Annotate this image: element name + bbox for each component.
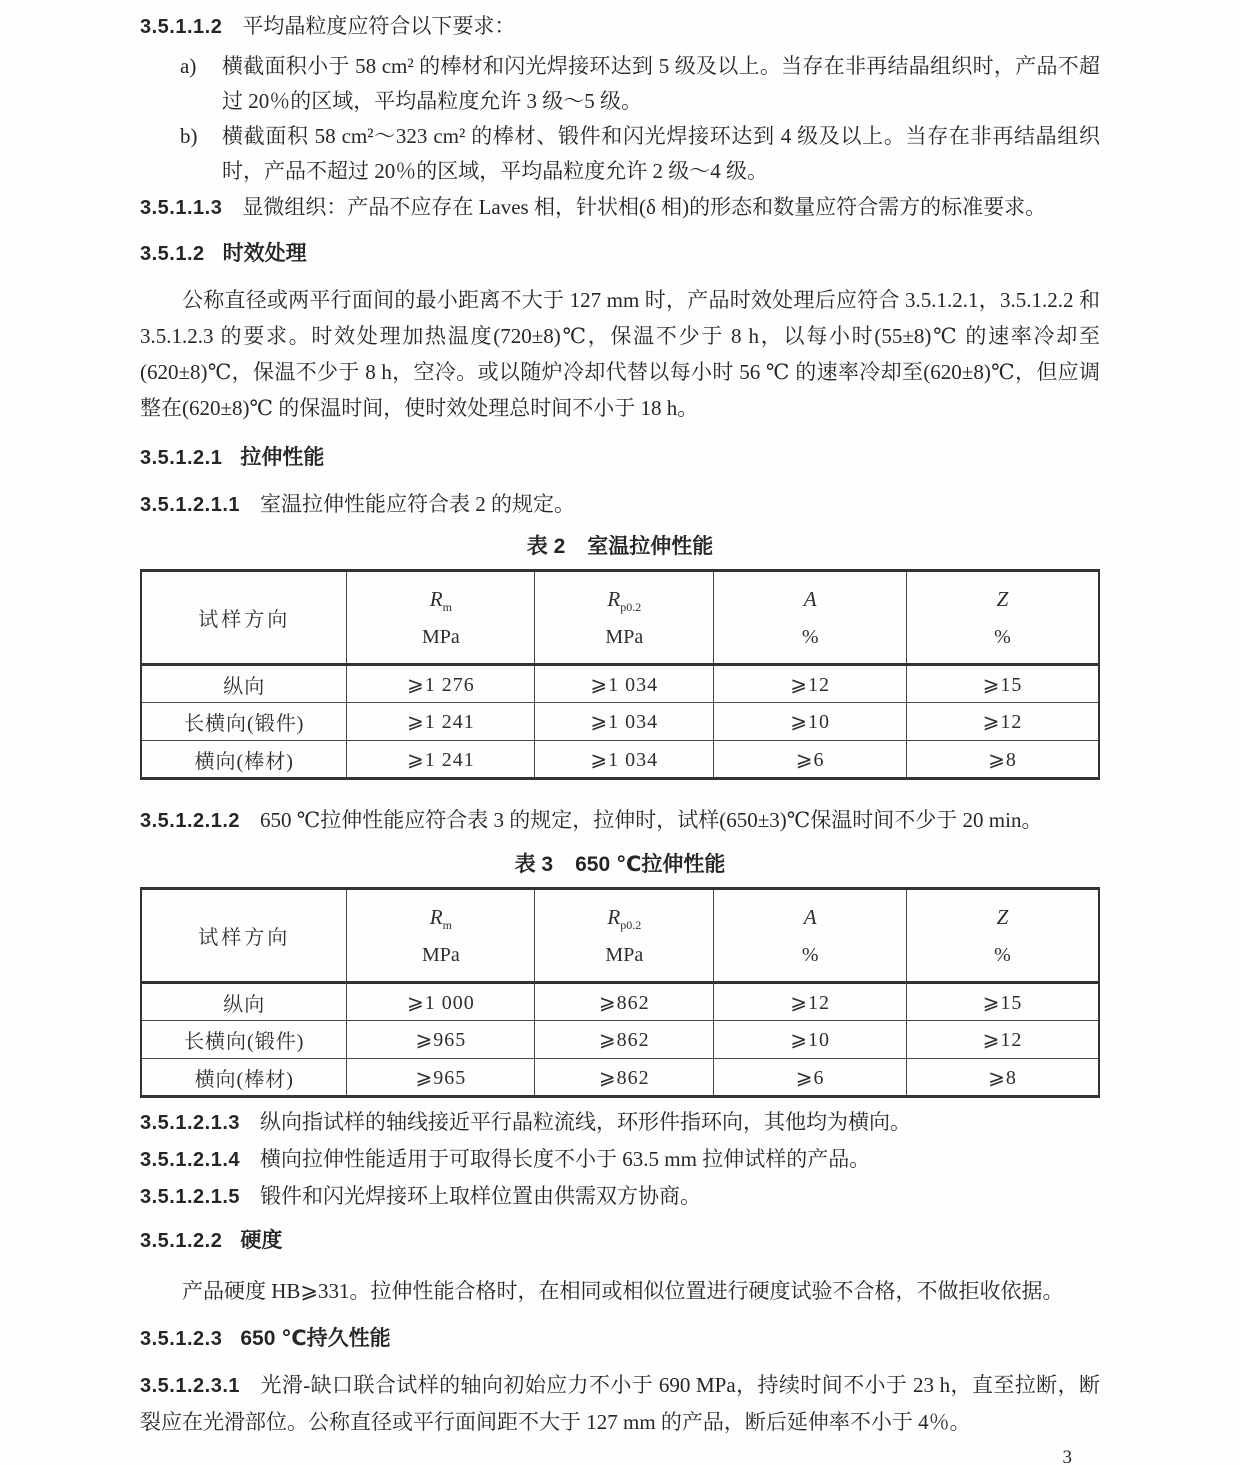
clause-number: 3.5.1.2.1.3 [140, 1112, 241, 1134]
cell: 纵向 [141, 665, 347, 703]
clause-number: 3.5.1.2.1.2 [140, 810, 241, 832]
clause-number: 3.5.1.2.1.4 [140, 1149, 241, 1171]
clause-3-5-1-2-1-3 [140, 1104, 1100, 1141]
cell: 长横向(锻件) [141, 703, 347, 741]
table-row [141, 703, 1099, 741]
aging-treatment-paragraph: 公称直径或两平行面间的最小距离不大于 127 mm 时，产品时效处理后应符合 3.5.1.2.1，3.5.1.2.2 和 3.5.1.2.3 的要求。时效处理加热温度(720±8)℃，保温不少于 8 h，以每小时(55±8)℃ 的速率冷却至(620±8)℃，保温不少于 8 h，空冷。或以随炉冷却代替以每小时 56 ℃ 的速率冷却至(620±8)℃，但应调整在(620±8)℃ 的保温时间，使时效处理总时间不小于 18 h。 [140, 288, 1100, 420]
heading-title: 硬度 [240, 1229, 283, 1252]
heading-number: 3.5.1.2.1 [140, 447, 223, 469]
list-item-b-text: 横截面积 58 cm²～323 cm² 的棒材、锻件和闪光焊接环达到 4 级及以上。当存在非再结晶组织时，产品不超过 20％的区域，平均晶粒度允许 2 级～4 级。 [222, 124, 1100, 183]
header-cell-rp02: $R_{p0.2}$ MPa [535, 571, 714, 665]
table-row [141, 983, 1099, 1021]
table-caption-label: 表 2 [526, 535, 566, 558]
cell: ⩾965 [347, 1059, 535, 1097]
cell: ⩾1 241 [347, 703, 535, 741]
clause-3-5-1-2-1-4 [140, 1141, 1100, 1178]
heading-3-5-1-2 [140, 236, 1100, 272]
clause-text: 650 ℃拉伸性能应符合表 3 的规定，拉伸时，试样(650±3)℃保温时间不少于 20 min。 [260, 808, 1043, 832]
clause-number: 3.5.1.2.1.1 [140, 494, 241, 516]
cell: 横向(棒材) [141, 741, 347, 779]
header-cell-z: Z % [906, 889, 1099, 983]
clause-text: 显微组织：产品不应存在 Laves 相，针状相(δ 相)的形态和数量应符合需方的标准要求。 [242, 195, 1047, 219]
cell: ⩾12 [906, 1021, 1099, 1059]
heading-3-5-1-2-3 [140, 1321, 1100, 1357]
table-row [141, 741, 1099, 779]
header-cell-a: A % [714, 571, 907, 665]
table-2-caption [140, 529, 1100, 565]
cell: 长横向(锻件) [141, 1021, 347, 1059]
cell: ⩾12 [714, 665, 907, 703]
cell: ⩾1 034 [535, 741, 714, 779]
clause-text: 室温拉伸性能应符合表 2 的规定。 [260, 492, 576, 516]
header-cell-direction: 试样方向 [141, 571, 347, 665]
table-3-caption [140, 847, 1100, 883]
table-row [141, 665, 1099, 703]
table-caption-label: 表 3 [514, 853, 554, 876]
header-cell-a: A % [714, 889, 907, 983]
heading-3-5-1-2-2 [140, 1223, 1100, 1259]
table-row [141, 1059, 1099, 1097]
cell: ⩾12 [714, 983, 907, 1021]
list-item-b [140, 119, 1100, 189]
clause-3-5-1-2-1-1 [140, 486, 1100, 523]
notes-block [140, 1104, 1100, 1215]
lettered-list [140, 49, 1100, 189]
table-caption-title: 650 ℃拉伸性能 [575, 853, 726, 876]
header-cell-rp02: $R_{p0.2}$ MPa [535, 889, 714, 983]
table-caption-title: 室温拉伸性能 [587, 535, 714, 558]
cell: ⩾10 [714, 1021, 907, 1059]
header-cell-z: Z % [906, 571, 1099, 665]
clause-3-5-1-1-2 [140, 8, 1100, 45]
clause-text: 锻件和闪光焊接环上取样位置由供需双方协商。 [260, 1184, 702, 1208]
hardness-paragraph: 产品硬度 HB⩾331。拉伸性能合格时，在相同或相似位置进行硬度试验不合格，不做拒收依据。 [182, 1279, 1064, 1303]
list-item-a-text: 横截面积小于 58 cm² 的棒材和闪光焊接环达到 5 级及以上。当存在非再结晶组织时，产品不超过 20％的区域，平均晶粒度允许 3 级～5 级。 [222, 54, 1100, 113]
heading-title: 650 ℃持久性能 [240, 1327, 391, 1350]
cell: ⩾862 [535, 1021, 714, 1059]
cell: ⩾1 276 [347, 665, 535, 703]
clause-text: 平均晶粒度应符合以下要求： [242, 14, 516, 38]
cell: ⩾1 000 [347, 983, 535, 1021]
cell: ⩾6 [714, 1059, 907, 1097]
heading-number: 3.5.1.2.2 [140, 1230, 223, 1252]
clause-text: 纵向指试样的轴线接近平行晶粒流线，环形件指环向，其他均为横向。 [260, 1110, 912, 1134]
table-2-room-temp-tensile [140, 569, 1100, 780]
page-number: 3 [1062, 1447, 1072, 1465]
cell: ⩾862 [535, 983, 714, 1021]
heading-number: 3.5.1.2 [140, 243, 205, 265]
header-cell-direction: 试样方向 [141, 889, 347, 983]
cell: ⩾1 034 [535, 665, 714, 703]
cell: 纵向 [141, 983, 347, 1021]
table-header-row [141, 889, 1099, 983]
table-3-650c-tensile [140, 887, 1100, 1098]
cell: 横向(棒材) [141, 1059, 347, 1097]
cell: ⩾12 [906, 703, 1099, 741]
header-cell-rm: $R_m$ MPa [347, 889, 535, 983]
clause-text: 横向拉伸性能适用于可取得长度不小于 63.5 mm 拉伸试样的产品。 [260, 1147, 871, 1171]
cell: ⩾15 [906, 983, 1099, 1021]
cell: ⩾8 [906, 1059, 1099, 1097]
clause-number: 3.5.1.2.3.1 [140, 1375, 241, 1397]
cell: ⩾10 [714, 703, 907, 741]
clause-number: 3.5.1.2.1.5 [140, 1186, 241, 1208]
cell: ⩾6 [714, 741, 907, 779]
heading-title: 时效处理 [222, 242, 307, 265]
clause-text: 光滑-缺口联合试样的轴向初始应力不小于 690 MPa，持续时间不小于 23 h，直至拉断，断裂应在光滑部位。公称直径或平行面间距不大于 127 mm 的产品，断后延伸率不小于 4％。 [140, 1373, 1100, 1434]
clause-number: 3.5.1.1.3 [140, 197, 223, 219]
heading-3-5-1-2-1 [140, 440, 1100, 476]
table-row [141, 1021, 1099, 1059]
table-header-row [141, 571, 1099, 665]
header-cell-rm: $R_m$ MPa [347, 571, 535, 665]
clause-3-5-1-2-3-1 [140, 1367, 1100, 1440]
cell: ⩾8 [906, 741, 1099, 779]
cell: ⩾1 034 [535, 703, 714, 741]
cell: ⩾1 241 [347, 741, 535, 779]
list-marker-b: b) [180, 124, 198, 148]
heading-title: 拉伸性能 [240, 446, 325, 469]
clause-3-5-1-2-1-2 [140, 802, 1100, 839]
cell: ⩾965 [347, 1021, 535, 1059]
list-item-a [140, 49, 1100, 119]
clause-number: 3.5.1.1.2 [140, 16, 223, 38]
cell: ⩾15 [906, 665, 1099, 703]
cell: ⩾862 [535, 1059, 714, 1097]
clause-3-5-1-2-1-5 [140, 1178, 1100, 1215]
heading-number: 3.5.1.2.3 [140, 1328, 223, 1350]
clause-3-5-1-1-3 [140, 189, 1100, 226]
list-marker-a: a) [180, 54, 197, 78]
